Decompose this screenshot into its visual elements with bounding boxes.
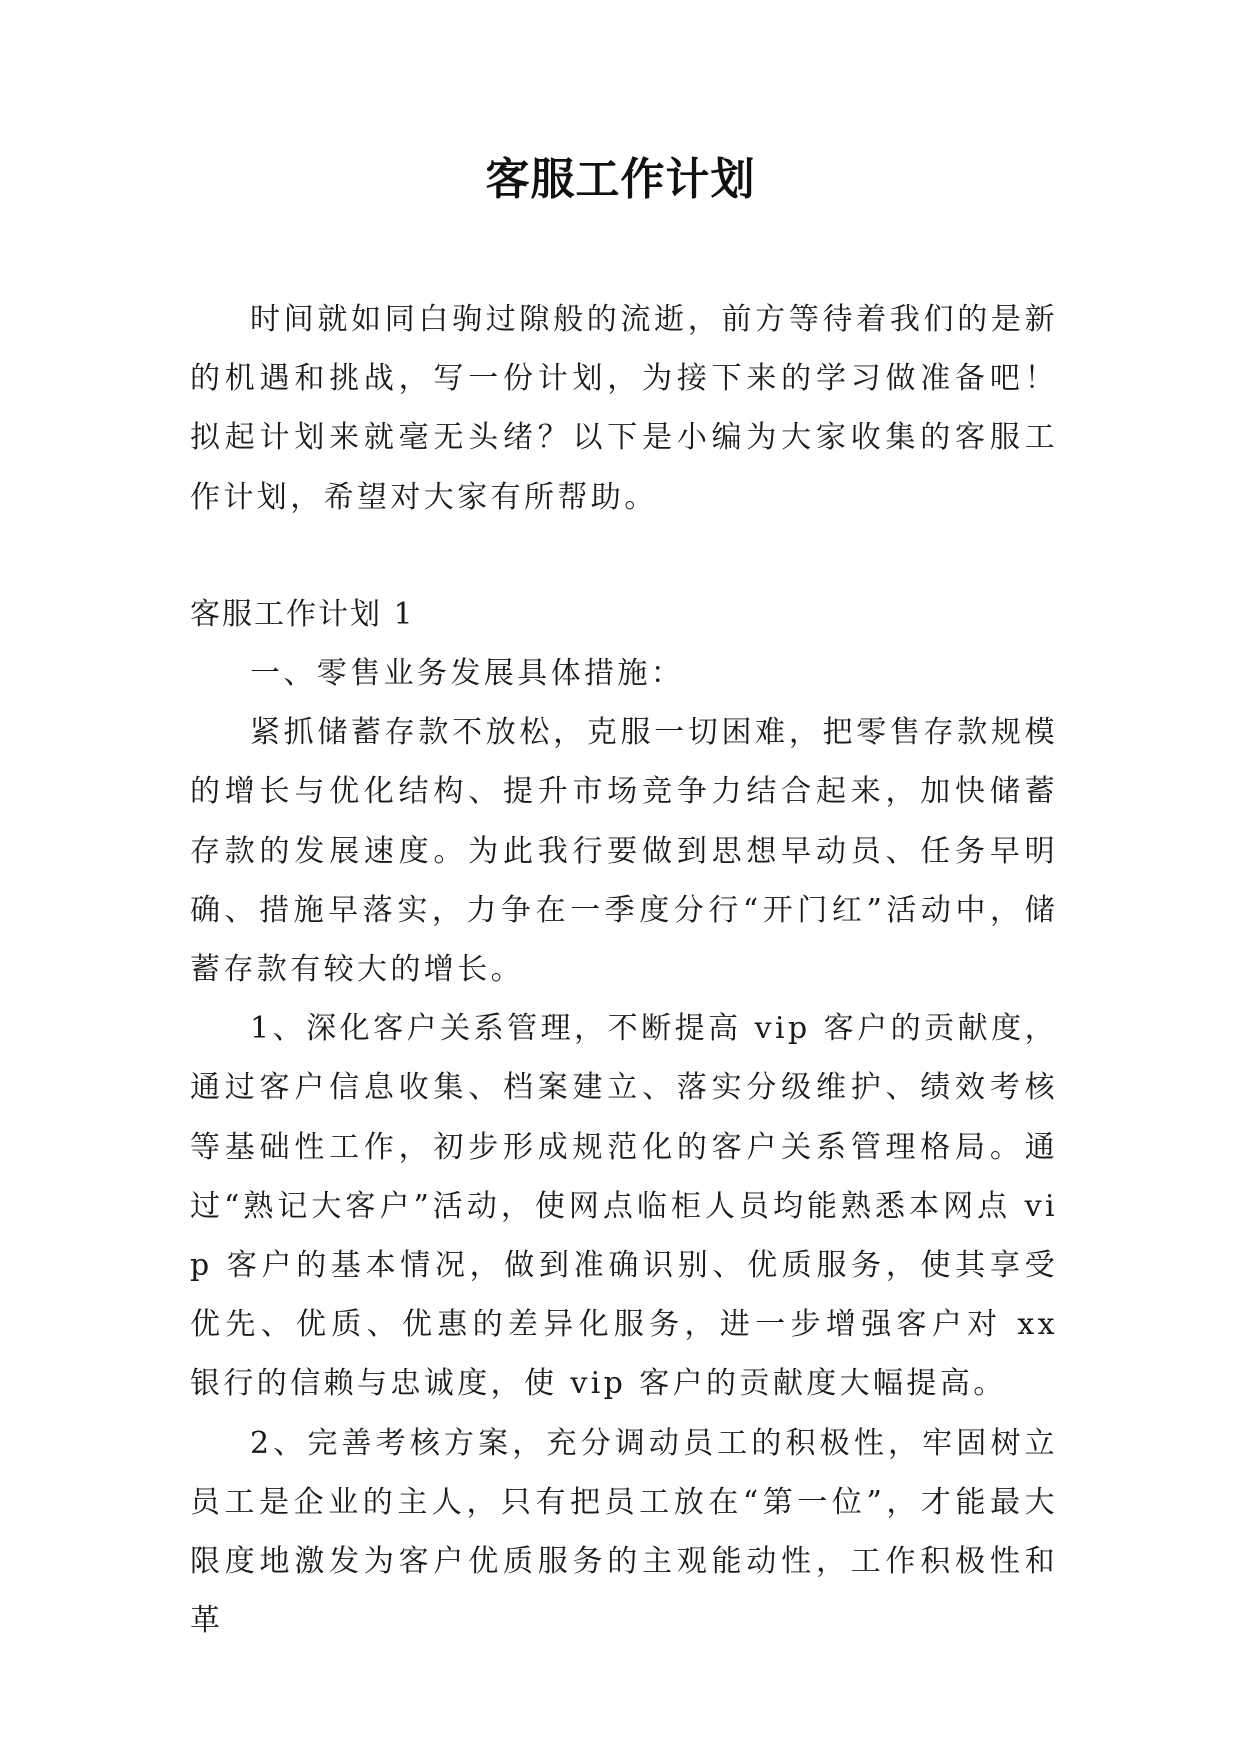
section-spacer xyxy=(190,527,1058,585)
paragraph-retail-measures-heading: 一、零售业务发展具体措施： xyxy=(250,656,685,692)
paragraph-savings-deposits: 紧抓储蓄存款不放松，克服一切困难，把零售存款规模的增长与优化结构、提升市场竞争力结合起来，加快储蓄存款的发展速度。为此我行要做到思想早动员、任务早明确、措施早落实，力争在一季度分行“开门红”活动中，储蓄存款有较大的增长。 xyxy=(190,715,1058,988)
document-title: 客服工作计划 xyxy=(485,154,756,205)
document-body xyxy=(190,290,1058,1650)
section-heading: 客服工作计划 1 xyxy=(190,596,415,632)
intro-paragraph: 时间就如同白驹过隙般的流逝，前方等待着我们的是新的机遇和挑战，写一份计划，为接下来的学习做准备吧！拟起计划来就毫无头绪？以下是小编为大家收集的客服工作计划，希望对大家有所帮助。 xyxy=(190,302,1058,515)
paragraph-assessment-plan: 2、完善考核方案，充分调动员工的积极性，牢固树立员工是企业的主人，只有把员工放在“第一位”，才能最大限度地激发为客户优质服务的主观能动性，工作积极性和革 xyxy=(190,1425,1058,1639)
paragraph-customer-relations: 1、深化客户关系管理，不断提高 vip 客户的贡献度，通过客户信息收集、档案建立、落实分级维护、绩效考核等基础性工作，初步形成规范化的客户关系管理格局。通过“熟记大客户”活动，使网点临柜人员均能熟悉本网点 vip 客户的基本情况，做到准确识别、优质服务，使其享受优先、优质、优惠的差异化服务，进一步增强客户对 xx 银行的信赖与忠诚度，使 vip 客户的贡献度大幅提高。 xyxy=(190,1011,1058,1402)
